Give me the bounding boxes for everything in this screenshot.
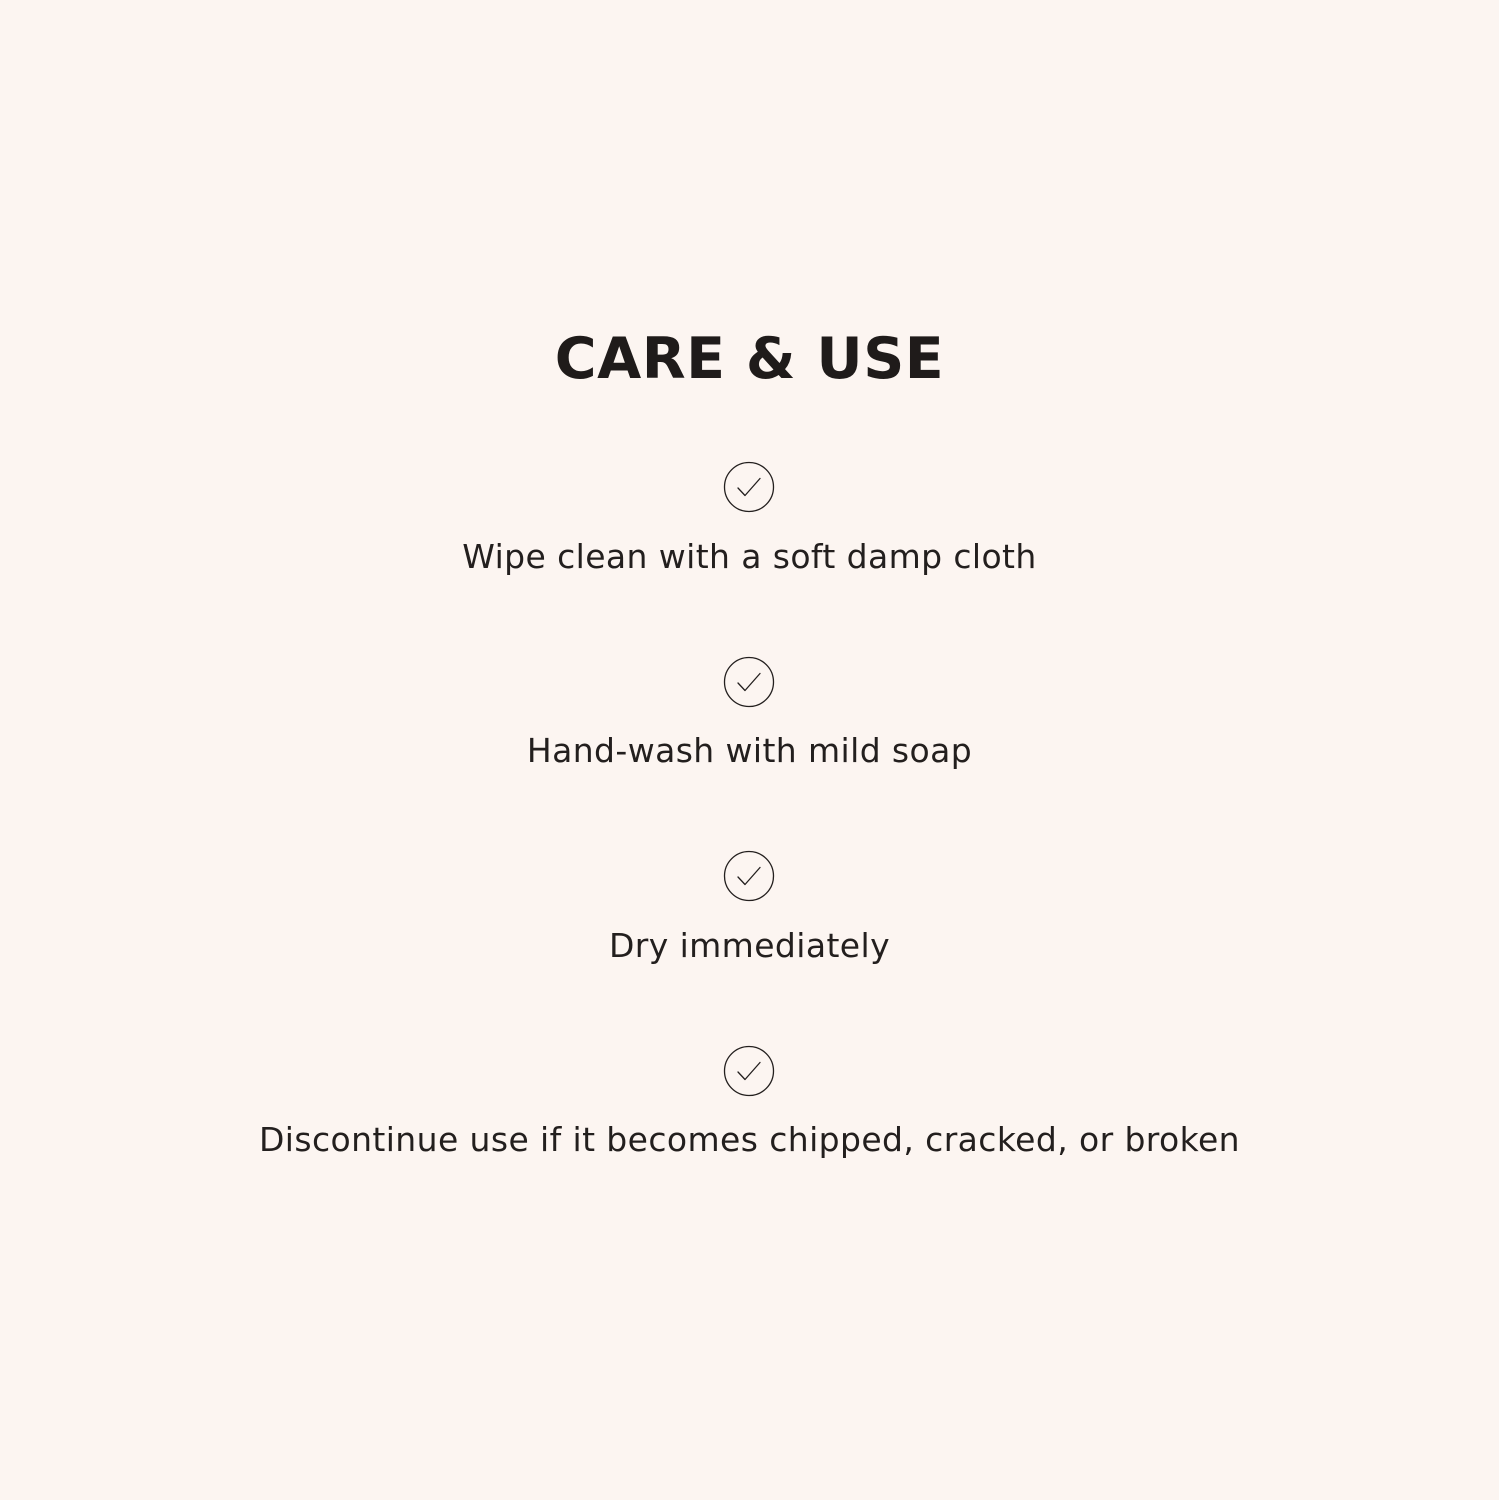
check-circle-icon [723,656,775,708]
check-circle-icon [723,850,775,902]
care-item-text: Dry immediately [608,926,891,965]
care-item-text: Wipe clean with a soft damp cloth [462,537,1037,576]
check-circle-icon [723,461,775,513]
care-item-text: Hand-wash with mild soap [526,731,973,770]
care-item-text: Discontinue use if it becomes chipped, cracked, or broken [258,1120,1240,1159]
page-title: CARE & USE [554,326,945,392]
check-circle-icon [723,1045,775,1097]
